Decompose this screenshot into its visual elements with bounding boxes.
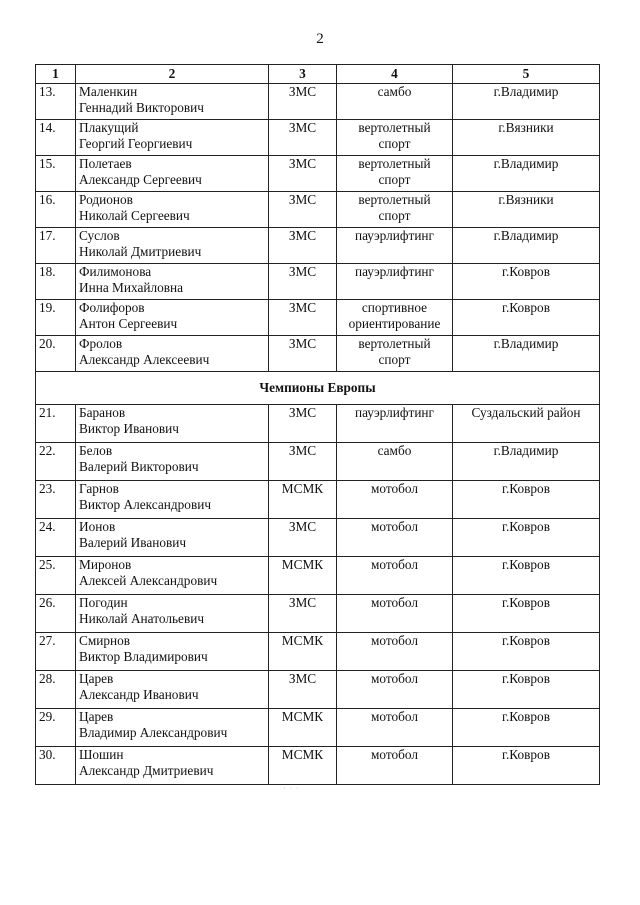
athlete-first-name: Николай Дмитриевич (79, 244, 202, 259)
sport-title: ЗМС (269, 120, 337, 156)
row-number: 21. (36, 405, 76, 443)
athlete-last-name: Фолифоров (79, 300, 145, 315)
city-cell: г.Ковров (453, 481, 600, 519)
city-cell: г.Владимир (453, 443, 600, 481)
athlete-name-cell (76, 633, 269, 671)
column-header: 3 (269, 65, 337, 84)
sport-name: пауэрлифтинг (354, 264, 435, 279)
sport-cell (337, 747, 453, 785)
column-header: 1 (36, 65, 76, 84)
athlete-last-name: Фролов (79, 336, 123, 351)
sport-cell (337, 156, 453, 192)
section-row (36, 372, 600, 405)
table-row (36, 336, 600, 372)
sport-name: вертолетный (358, 156, 431, 171)
sport-name: спорт (378, 172, 411, 187)
sport-name: мотобол (370, 709, 419, 724)
athlete-name-cell (76, 192, 269, 228)
sport-name: мотобол (370, 481, 419, 496)
sport-title: ЗМС (269, 300, 337, 336)
city-cell: г.Ковров (453, 671, 600, 709)
athlete-last-name: Суслов (79, 228, 120, 243)
athlete-first-name: Виктор Иванович (79, 421, 179, 436)
table-header-row (36, 65, 600, 84)
sport-title: МСМК (269, 709, 337, 747)
sport-title: ЗМС (269, 264, 337, 300)
row-number: 15. (36, 156, 76, 192)
row-number: 29. (36, 709, 76, 747)
row-number: 30. (36, 747, 76, 785)
athlete-name-cell (76, 300, 269, 336)
row-number: 18. (36, 264, 76, 300)
athlete-last-name: Полетаев (79, 156, 132, 171)
sport-name: мотобол (370, 633, 419, 648)
section-title: Чемпионы Европы (36, 372, 600, 405)
column-header: 5 (453, 65, 600, 84)
sport-title: ЗМС (269, 443, 337, 481)
athlete-name-cell (76, 120, 269, 156)
athletes-table (35, 64, 600, 785)
table-row (36, 595, 600, 633)
scan-artifact: · · · (283, 784, 300, 793)
sport-name: самбо (377, 443, 412, 458)
sport-name: вертолетный (358, 192, 431, 207)
city-cell: г.Ковров (453, 264, 600, 300)
athlete-name-cell (76, 709, 269, 747)
athlete-name-cell (76, 519, 269, 557)
column-header: 4 (337, 65, 453, 84)
athlete-last-name: Ионов (79, 519, 116, 534)
athlete-name-cell (76, 557, 269, 595)
city-cell: г.Ковров (453, 557, 600, 595)
city-cell: г.Ковров (453, 633, 600, 671)
sport-cell (337, 633, 453, 671)
row-number: 20. (36, 336, 76, 372)
athlete-first-name: Александр Дмитриевич (79, 763, 214, 778)
sport-title: МСМК (269, 747, 337, 785)
table-row (36, 405, 600, 443)
city-cell: г.Вязники (453, 192, 600, 228)
athlete-name-cell (76, 84, 269, 120)
sport-title: ЗМС (269, 84, 337, 120)
row-number: 19. (36, 300, 76, 336)
sport-name: мотобол (370, 595, 419, 610)
city-cell: г.Владимир (453, 228, 600, 264)
athlete-first-name: Владимир Александрович (79, 725, 228, 740)
table-row (36, 300, 600, 336)
city-cell: г.Владимир (453, 84, 600, 120)
sport-title: ЗМС (269, 228, 337, 264)
sport-cell (337, 120, 453, 156)
athlete-name-cell (76, 156, 269, 192)
athlete-name-cell (76, 336, 269, 372)
athlete-last-name: Родионов (79, 192, 133, 207)
sport-name: самбо (377, 84, 412, 99)
athlete-name-cell (76, 228, 269, 264)
table-row (36, 443, 600, 481)
table-row (36, 519, 600, 557)
city-cell: Суздальский район (453, 405, 600, 443)
athlete-last-name: Погодин (79, 595, 128, 610)
athlete-last-name: Царев (79, 709, 114, 724)
city-cell: г.Ковров (453, 300, 600, 336)
city-cell: г.Ковров (453, 595, 600, 633)
athlete-last-name: Плакущий (79, 120, 139, 135)
sport-name: спорт (378, 136, 411, 151)
sport-cell (337, 671, 453, 709)
sport-title: ЗМС (269, 595, 337, 633)
sport-cell (337, 192, 453, 228)
sport-cell (337, 228, 453, 264)
sport-name: пауэрлифтинг (354, 405, 435, 420)
athlete-last-name: Белов (79, 443, 113, 458)
athlete-name-cell (76, 443, 269, 481)
athlete-name-cell (76, 747, 269, 785)
city-cell: г.Ковров (453, 519, 600, 557)
city-cell: г.Владимир (453, 336, 600, 372)
athlete-first-name: Инна Михайловна (79, 280, 184, 295)
row-number: 25. (36, 557, 76, 595)
athlete-last-name: Гарнов (79, 481, 119, 496)
table-row (36, 228, 600, 264)
sport-name: спорт (378, 208, 411, 223)
table-row (36, 156, 600, 192)
table-row (36, 633, 600, 671)
table-row (36, 264, 600, 300)
row-number: 28. (36, 671, 76, 709)
table-row (36, 192, 600, 228)
sport-title: ЗМС (269, 671, 337, 709)
city-cell: г.Владимир (453, 156, 600, 192)
row-number: 17. (36, 228, 76, 264)
athlete-first-name: Валерий Викторович (79, 459, 199, 474)
athlete-name-cell (76, 264, 269, 300)
sport-name: ориентирование (348, 316, 441, 331)
athlete-first-name: Антон Сергеевич (79, 316, 178, 331)
athlete-name-cell (76, 481, 269, 519)
athlete-first-name: Алексей Александрович (79, 573, 218, 588)
sport-name: пауэрлифтинг (354, 228, 435, 243)
table-body (36, 84, 600, 785)
sport-title: МСМК (269, 557, 337, 595)
athlete-last-name: Шошин (79, 747, 124, 762)
sport-name: вертолетный (358, 120, 431, 135)
sport-name: мотобол (370, 747, 419, 762)
table-row (36, 747, 600, 785)
sport-title: ЗМС (269, 192, 337, 228)
sport-title: МСМК (269, 481, 337, 519)
athlete-first-name: Николай Анатольевич (79, 611, 205, 626)
sport-cell (337, 264, 453, 300)
athlete-last-name: Миронов (79, 557, 132, 572)
athlete-first-name: Валерий Иванович (79, 535, 187, 550)
sport-cell (337, 443, 453, 481)
athlete-name-cell (76, 595, 269, 633)
athlete-name-cell (76, 405, 269, 443)
sport-cell (337, 709, 453, 747)
athlete-last-name: Маленкин (79, 84, 138, 99)
row-number: 13. (36, 84, 76, 120)
sport-title: ЗМС (269, 405, 337, 443)
row-number: 23. (36, 481, 76, 519)
city-cell: г.Вязники (453, 120, 600, 156)
sport-name: спортивное (361, 300, 428, 315)
city-cell: г.Ковров (453, 747, 600, 785)
athlete-first-name: Виктор Александрович (79, 497, 212, 512)
sport-name: вертолетный (358, 336, 431, 351)
table-row (36, 481, 600, 519)
sport-title: ЗМС (269, 336, 337, 372)
sport-cell (337, 336, 453, 372)
athlete-last-name: Смирнов (79, 633, 131, 648)
sport-cell (337, 519, 453, 557)
row-number: 14. (36, 120, 76, 156)
column-header: 2 (76, 65, 269, 84)
row-number: 26. (36, 595, 76, 633)
table-row (36, 557, 600, 595)
row-number: 16. (36, 192, 76, 228)
table-row (36, 84, 600, 120)
sport-title: ЗМС (269, 156, 337, 192)
sport-title: МСМК (269, 633, 337, 671)
sport-name: мотобол (370, 671, 419, 686)
row-number: 24. (36, 519, 76, 557)
sport-cell (337, 481, 453, 519)
sport-cell (337, 405, 453, 443)
athlete-last-name: Филимонова (79, 264, 152, 279)
athlete-first-name: Виктор Владимирович (79, 649, 208, 664)
row-number: 27. (36, 633, 76, 671)
sport-name: мотобол (370, 557, 419, 572)
sport-name: мотобол (370, 519, 419, 534)
table-row (36, 709, 600, 747)
athlete-last-name: Царев (79, 671, 114, 686)
table-row (36, 671, 600, 709)
sport-cell (337, 557, 453, 595)
table-row (36, 120, 600, 156)
sport-title: ЗМС (269, 519, 337, 557)
row-number: 22. (36, 443, 76, 481)
athlete-first-name: Георгий Георгиевич (79, 136, 193, 151)
sport-name: спорт (378, 352, 411, 367)
sport-cell (337, 300, 453, 336)
sport-cell (337, 595, 453, 633)
athlete-first-name: Александр Алексеевич (79, 352, 210, 367)
athlete-first-name: Александр Иванович (79, 687, 199, 702)
city-cell: г.Ковров (453, 709, 600, 747)
athlete-name-cell (76, 671, 269, 709)
athlete-first-name: Геннадий Викторович (79, 100, 204, 115)
athlete-first-name: Николай Сергеевич (79, 208, 190, 223)
athlete-last-name: Баранов (79, 405, 126, 420)
sport-cell (337, 84, 453, 120)
athlete-first-name: Александр Сергеевич (79, 172, 202, 187)
page-number: 2 (316, 31, 324, 47)
